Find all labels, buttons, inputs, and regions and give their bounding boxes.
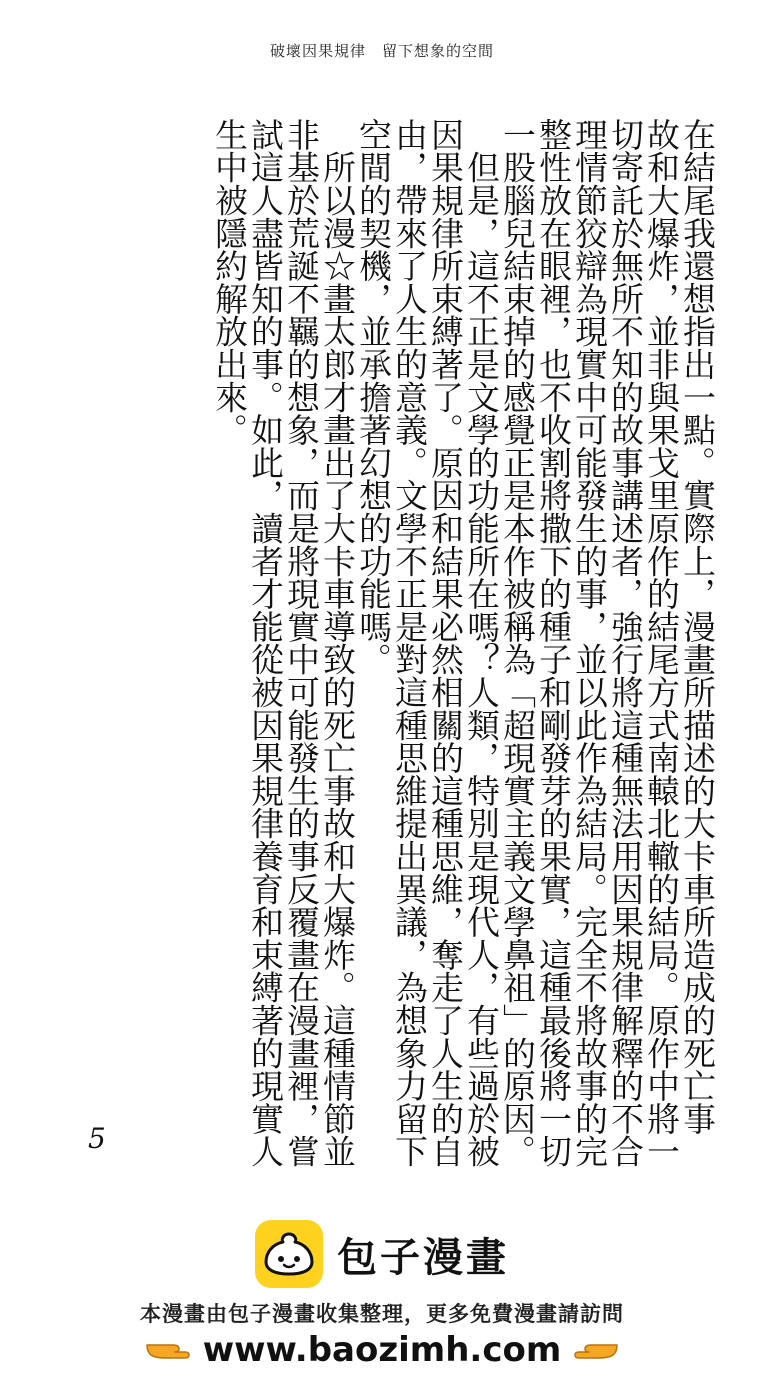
page-number: 5: [88, 1122, 106, 1155]
text-column: 生中被隱約解放出來。: [210, 118, 248, 446]
text-column: 空間的契機，並承擔著幻想的功能嗎。: [354, 118, 392, 676]
pointing-hand-right-icon: [145, 1335, 191, 1365]
text-column: 切寄託於無所不知的故事講述者，強行將這種無法用因果規律解釋的不合: [606, 118, 644, 1168]
text-column: 整性放在眼裡，也不收割將撒下的種子和剛發芽的果實，這種最後將一切: [534, 118, 572, 1168]
running-header: 破壞因果規律 留下想象的空間: [269, 42, 494, 60]
text-column: 但是，這不正是文學的功能所在嗎？人類，特別是現代人，有些過於被: [462, 118, 500, 1168]
text-column: 一股腦兒結束掉的感覺正是本作被稱為「超現實主義文學鼻祖」的原因。: [498, 118, 536, 1168]
text-column: 在結尾我還想指出一點。實際上，漫畫所描述的大卡車所造成的死亡事: [678, 118, 716, 1135]
baozi-logo-icon: [255, 1220, 323, 1288]
site-url-link[interactable]: www.baozimh.com: [202, 1330, 562, 1370]
text-column: 因果規律所束縛著了。原因和結果必然相關的這種思維，奪走了人生的自: [426, 118, 464, 1168]
footer-notice: 本漫畫由包子漫畫收集整理，更多免費漫畫請訪問: [140, 1302, 624, 1326]
text-column: 由，帶來了人生的意義。文學不正是對這種思維提出異議，為想象力留下: [390, 118, 428, 1168]
body-text: [210, 118, 716, 1168]
text-column: 試這人盡皆知的事。如此，讀者才能從被因果規律養育和束縛著的現實人: [246, 118, 284, 1168]
text-column: 所以漫☆畫太郎才畫出了大卡車導致的死亡事故和大爆炸。這種情節並: [318, 118, 356, 1168]
text-column: 非基於荒誕不羈的想象，而是將現實中可能發生的事反覆畫在漫畫裡，嘗: [282, 118, 320, 1168]
text-column: 故和大爆炸，並非與果戈里原作的結尾方式南轅北轍的結局。原作中將一: [642, 118, 680, 1168]
url-row: [0, 1330, 764, 1370]
pointing-hand-left-icon: [573, 1335, 619, 1365]
brand-name: 包子漫畫: [337, 1234, 509, 1281]
text-column: 理情節狡辯為現實中可能發生的事，並以此作為結局。完全不將故事的完: [570, 118, 608, 1168]
watermark-brand: [0, 1220, 764, 1288]
